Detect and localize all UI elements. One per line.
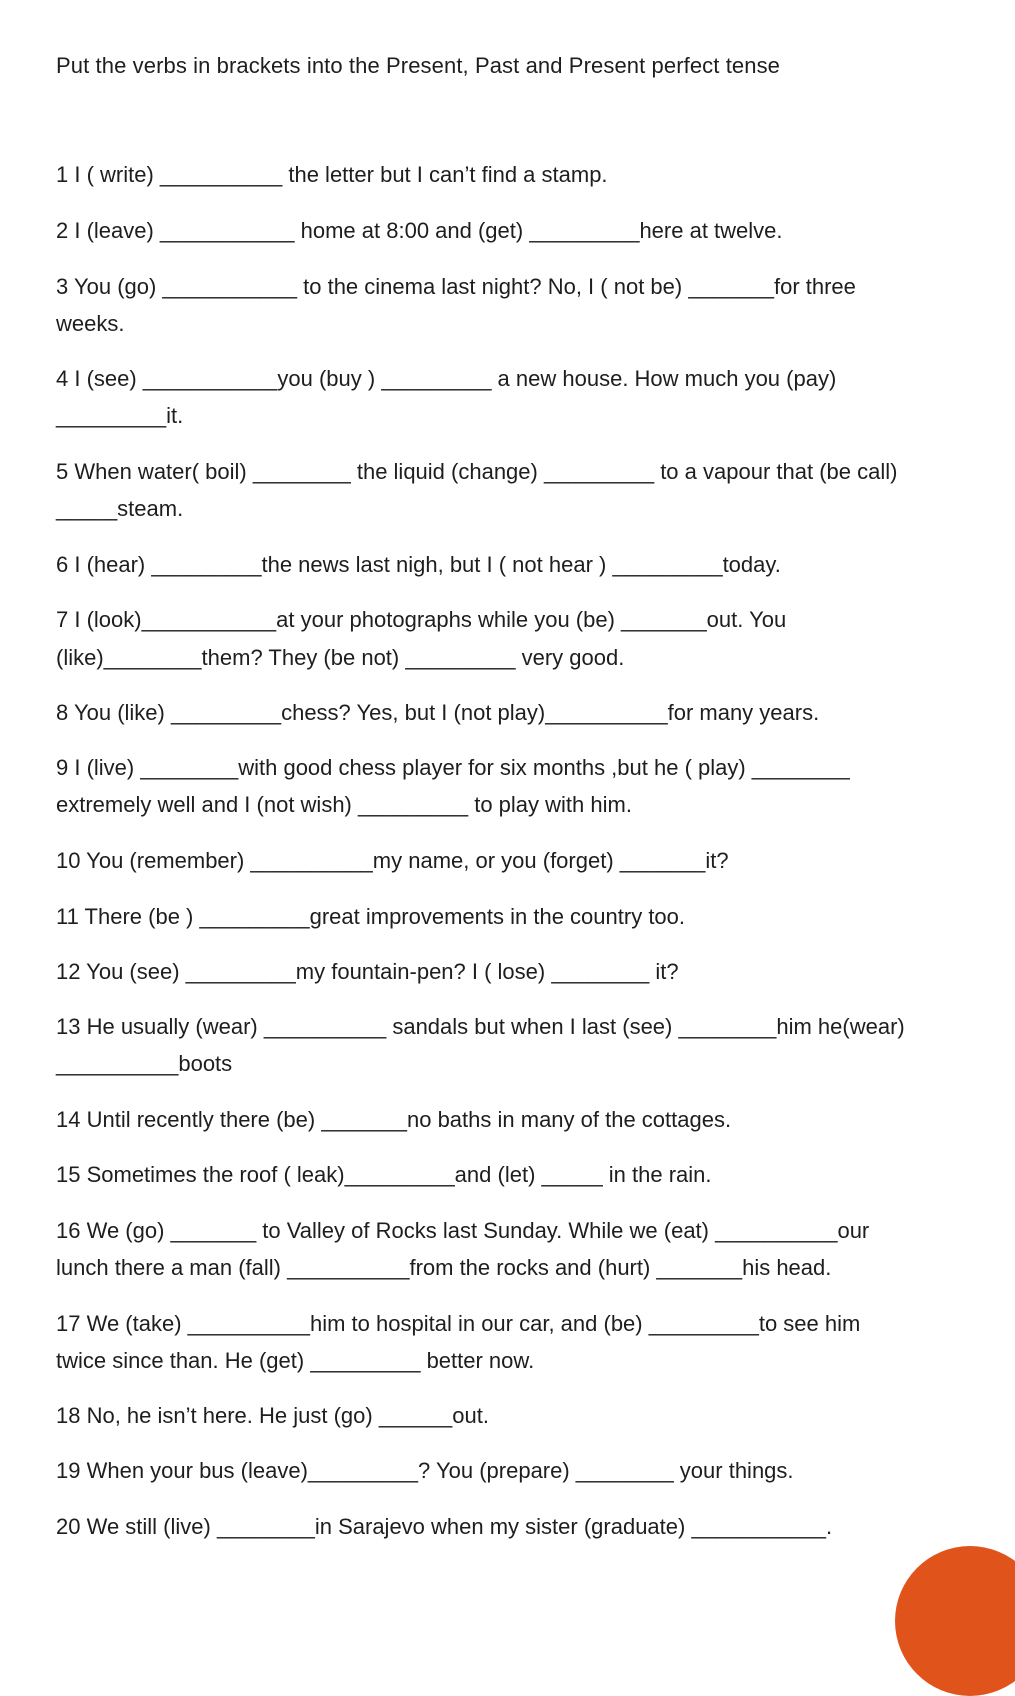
worksheet-title: Put the verbs in brackets into the Present, Past and Present perfect tense	[56, 53, 781, 78]
exercise-line: 4 I (see) ___________you (buy ) _________ a new house. How much you (pay)	[56, 366, 837, 391]
exercise-line: 19 When your bus (leave)_________? You (prepare) ________ your things.	[56, 1458, 794, 1483]
exercise-line: 11 There (be ) _________great improvements in the country too.	[56, 904, 686, 929]
exercise-line: 5 When water( boil) ________ the liquid (change) _________ to a vapour that (be call)	[56, 459, 898, 484]
exercise-line: 18 No, he isn’t here. He just (go) ______out.	[56, 1403, 489, 1428]
exercise-line: weeks.	[56, 311, 125, 336]
exercise-line: 7 I (look)___________at your photographs while you (be) _______out. You	[56, 607, 787, 632]
exercise-line: 14 Until recently there (be) _______no baths in many of the cottages.	[56, 1107, 732, 1132]
exercise-line: (like)________them? They (be not) _________ very good.	[56, 645, 625, 670]
exercise-line: 17 We (take) __________him to hospital in our car, and (be) _________to see him	[56, 1311, 861, 1336]
exercise-line: 16 We (go) _______ to Valley of Rocks last Sunday. While we (eat) __________our	[56, 1218, 870, 1243]
exercise-line: 10 You (remember) __________my name, or you (forget) _______it?	[56, 848, 729, 873]
exercise-line: twice since than. He (get) _________ better now.	[56, 1348, 535, 1373]
exercise-line: 9 I (live) ________with good chess player for six months ,but he ( play) ________	[56, 755, 850, 780]
corner-circle-decoration	[895, 1546, 1015, 1696]
exercise-line: 3 You (go) ___________ to the cinema last night? No, I ( not be) _______for three	[56, 274, 856, 299]
exercise-line: extremely well and I (not wish) _________ to play with him.	[56, 792, 632, 817]
exercise-line: 2 I (leave) ___________ home at 8:00 and (get) _________here at twelve.	[56, 218, 783, 243]
exercise-line: lunch there a man (fall) __________from the rocks and (hurt) _______his head.	[56, 1255, 832, 1280]
exercise-line: 12 You (see) _________my fountain-pen? I ( lose) ________ it?	[56, 959, 679, 984]
exercise-line: _________it.	[56, 403, 184, 428]
exercise-line: 8 You (like) _________chess? Yes, but I (not play)__________for many years.	[56, 700, 820, 725]
exercise-line: 1 I ( write) __________ the letter but I can’t find a stamp.	[56, 162, 608, 187]
exercise-line: 13 He usually (wear) __________ sandals but when I last (see) ________him he(wear)	[56, 1014, 905, 1039]
exercise-line: 15 Sometimes the roof ( leak)_________and (let) _____ in the rain.	[56, 1162, 712, 1187]
exercise-line: __________boots	[56, 1051, 233, 1076]
exercise-line: 20 We still (live) ________in Sarajevo when my sister (graduate) ___________.	[56, 1514, 833, 1539]
exercise-line: _____steam.	[56, 496, 184, 521]
exercise-line: 6 I (hear) _________the news last nigh, but I ( not hear ) _________today.	[56, 552, 781, 577]
